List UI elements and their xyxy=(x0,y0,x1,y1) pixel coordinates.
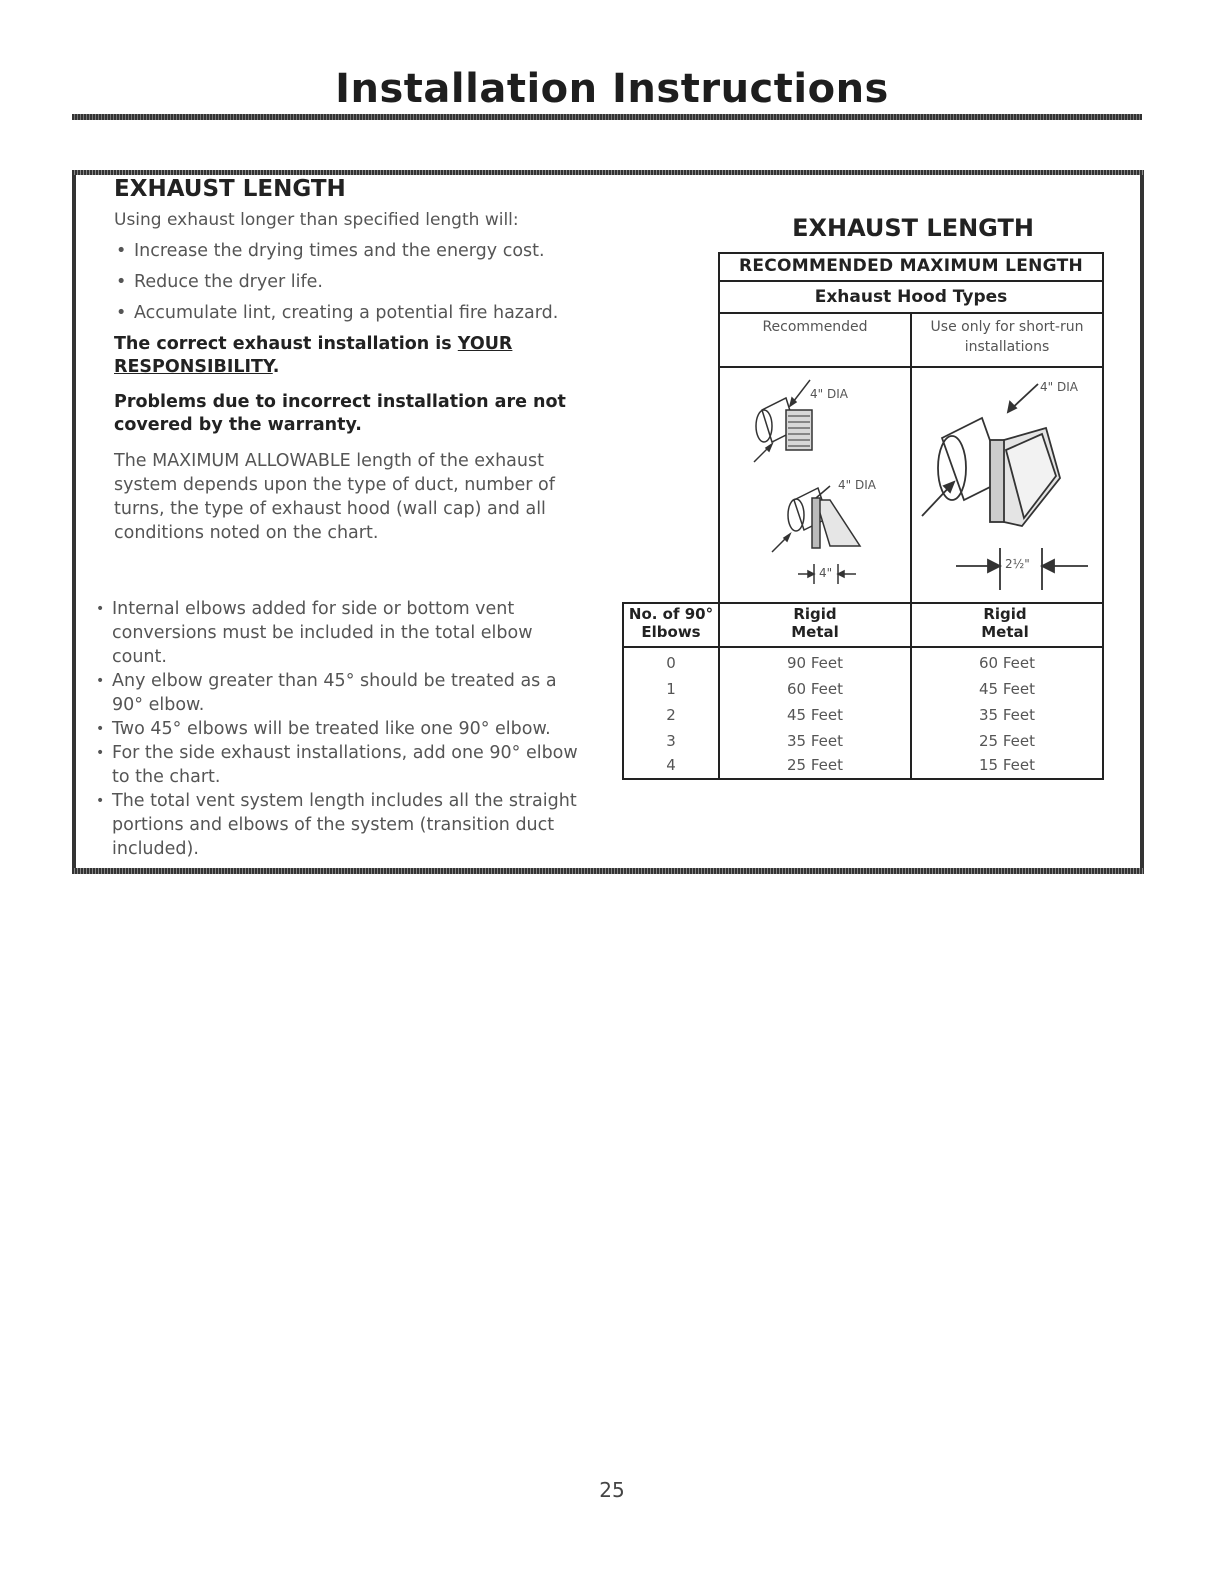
col-header-recommended: Rigid Metal xyxy=(791,605,839,641)
row-elbows: 0 xyxy=(666,654,676,672)
page-title: Installation Instructions xyxy=(335,66,889,112)
row-elbows: 2 xyxy=(666,706,676,724)
exhaust-length-section xyxy=(114,176,584,545)
table-rule xyxy=(1102,252,1104,780)
effect-item: • Reduce the dryer life. xyxy=(114,271,584,294)
note-item: • Internal elbows added for side or bottom vent conversions must be included in the total elbow count. xyxy=(96,597,586,669)
effects-list xyxy=(114,240,584,325)
row-elbows: 3 xyxy=(666,732,676,750)
row-length-recommended: 45 Feet xyxy=(786,706,843,724)
hood-type-recommended: Recommended xyxy=(762,319,868,335)
hood-cap xyxy=(816,500,860,546)
elbow-notes-list xyxy=(96,597,586,861)
note-item: • Any elbow greater than 45° should be treated as a 90° elbow. xyxy=(96,669,586,717)
responsibility-note xyxy=(114,333,584,379)
table-subtitle: RECOMMENDED MAXIMUM LENGTH xyxy=(738,256,1084,276)
warranty-note: Problems due to incorrect installation are not covered by the warranty. xyxy=(114,392,566,435)
responsibility-suffix: . xyxy=(272,357,280,377)
dia-label-3: 4" DIA xyxy=(1040,380,1078,394)
row-length-short-run: 35 Feet xyxy=(978,706,1035,724)
width-label-2: 2½" xyxy=(1005,557,1030,571)
note-item: • The total vent system length includes all the straight portions and elbows of the system (transition duct included). xyxy=(96,789,586,861)
table-group-header: Exhaust Hood Types xyxy=(814,287,1008,307)
intro-text: Using exhaust longer than specified length will: xyxy=(114,210,519,230)
row-length-short-run: 60 Feet xyxy=(978,654,1035,672)
frame-bottom-rule xyxy=(72,868,1144,874)
table-rule xyxy=(622,602,1104,604)
section-heading: EXHAUST LENGTH xyxy=(114,176,346,202)
flow-arrow-tip xyxy=(766,444,772,451)
hood-type-short-run: Use only for short-run installations xyxy=(930,319,1084,355)
chart-heading: EXHAUST LENGTH xyxy=(792,214,1034,242)
dia-label-2: 4" DIA xyxy=(838,478,876,492)
table-rule xyxy=(622,778,1104,780)
row-length-recommended: 25 Feet xyxy=(786,756,843,774)
col-header-short-run: Rigid Metal xyxy=(981,605,1029,641)
row-elbows: 1 xyxy=(666,680,676,698)
dia-label-1: 4" DIA xyxy=(810,387,848,401)
frame-top-rule xyxy=(72,170,1144,175)
row-length-recommended: 35 Feet xyxy=(786,732,843,750)
page-number: 25 xyxy=(599,1478,625,1502)
louvered-hood-diagram xyxy=(720,368,910,602)
row-length-recommended: 60 Feet xyxy=(786,680,843,698)
table-rule xyxy=(718,280,1104,282)
table-rule xyxy=(622,646,1104,648)
note-item: • For the side exhaust installations, add one 90° elbow to the chart. xyxy=(96,741,586,789)
effect-item: • Increase the drying times and the energy cost. xyxy=(114,240,584,263)
row-length-short-run: 45 Feet xyxy=(978,680,1035,698)
responsibility-prefix: The correct exhaust installation is xyxy=(114,334,458,354)
dia-pointer-tip xyxy=(1008,402,1016,412)
max-length-text: The MAXIMUM ALLOWABLE length of the exhaust system depends upon the type of duct, number of turns, the type of exhaust hood (wall cap) and all conditions noted on the chart. xyxy=(114,451,555,543)
width-label-1: 4" xyxy=(819,566,833,580)
row-elbows: 4 xyxy=(666,756,676,774)
row-length-short-run: 25 Feet xyxy=(978,732,1035,750)
title-rule xyxy=(72,114,1142,120)
note-item: • Two 45° elbows will be treated like one 90° elbow. xyxy=(96,717,586,741)
col-header-elbows: No. of 90° Elbows xyxy=(628,605,714,641)
row-length-short-run: 15 Feet xyxy=(978,756,1035,774)
row-length-recommended: 90 Feet xyxy=(786,654,843,672)
responsibility-emphasis: YOUR RESPONSIBILITY xyxy=(114,334,513,377)
hood-plate xyxy=(812,498,820,548)
flow-arrow-tip xyxy=(784,534,790,541)
effect-item: • Accumulate lint, creating a potential fire hazard. xyxy=(114,302,584,325)
